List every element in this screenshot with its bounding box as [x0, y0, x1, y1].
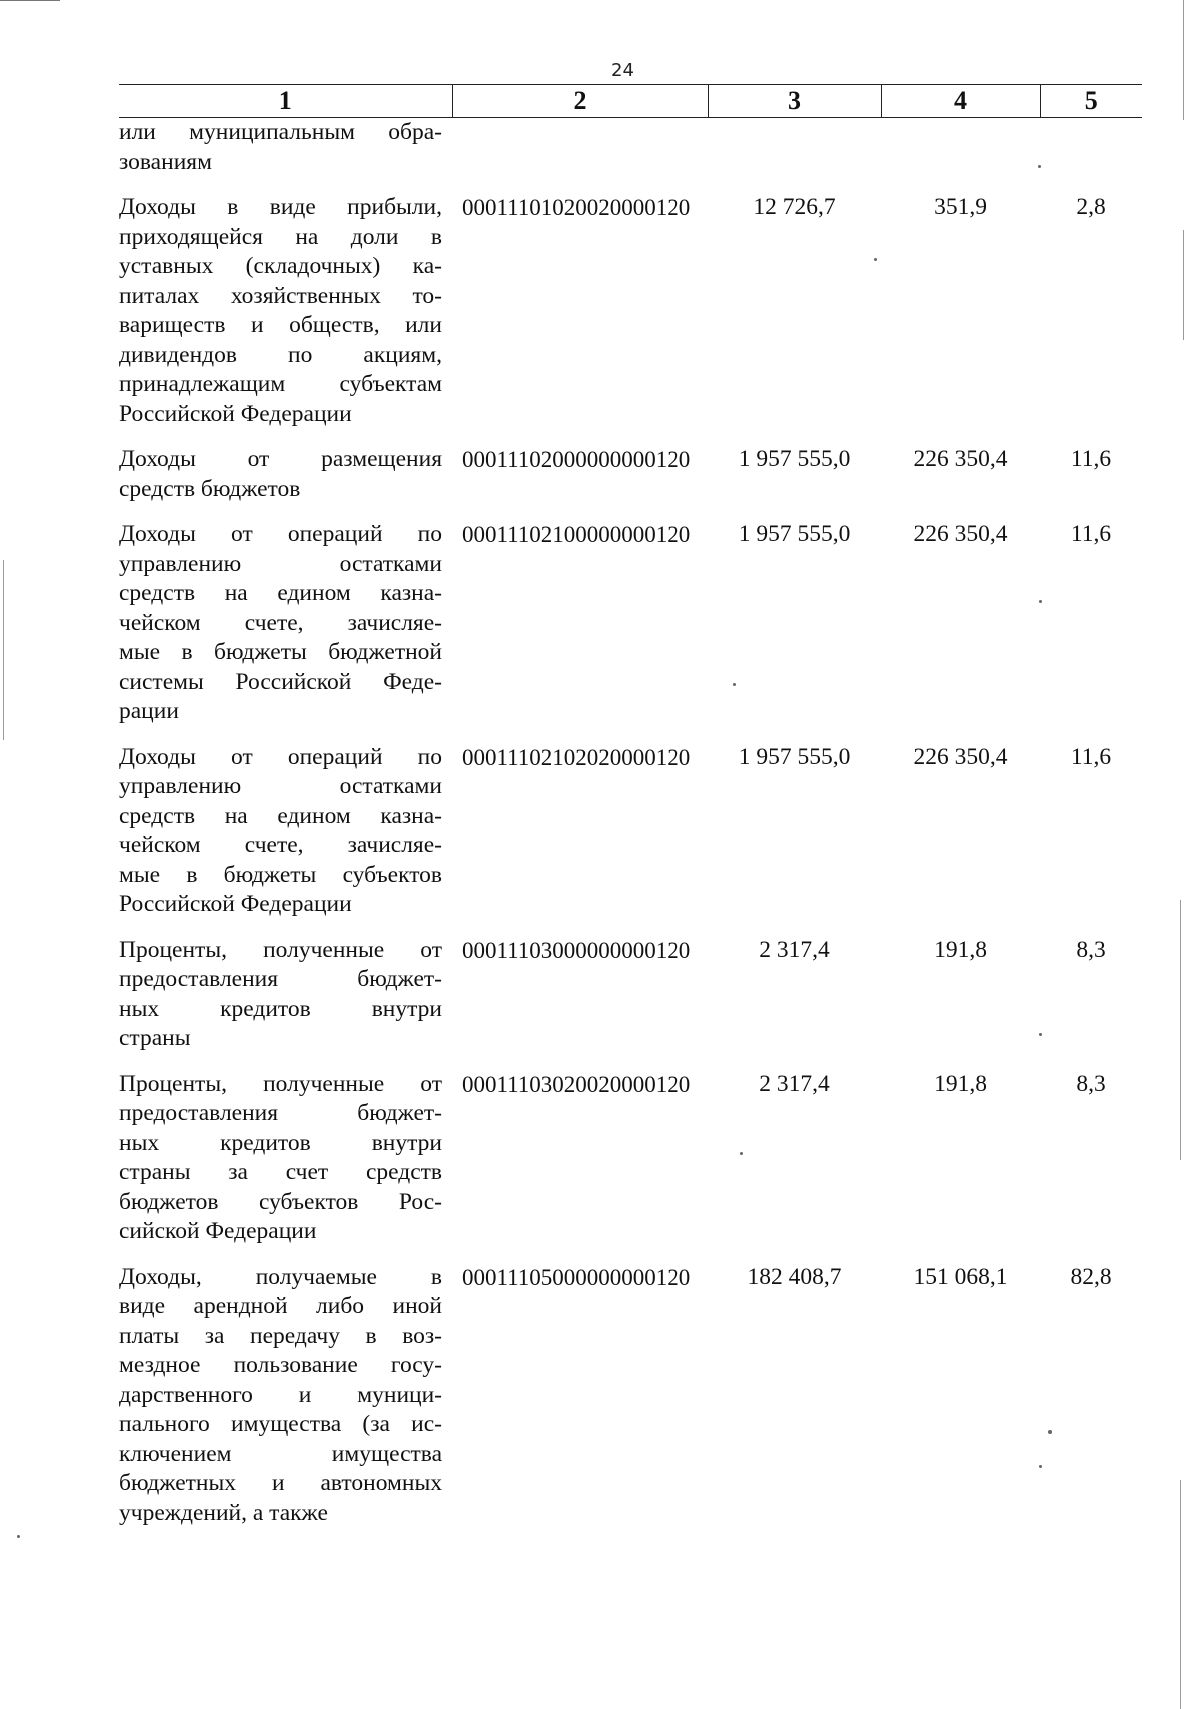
value-column-5: 8,3 [1076, 1070, 1106, 1097]
value-column-5: 8,3 [1076, 936, 1106, 963]
row-name-cell [119, 936, 452, 1054]
column-header-2: 2 [452, 85, 708, 118]
table-row [119, 445, 1142, 504]
row-spacer-cell [452, 1054, 708, 1070]
budget-classification-code: 00011102000000000120 [462, 447, 691, 472]
value-column-4: 351,9 [934, 194, 987, 220]
row-name-line: дивидендов по акциям, [119, 341, 442, 368]
row-spacer-cell [708, 920, 881, 936]
row-name-line: ных кредитов внутри [119, 1129, 442, 1156]
row-spacer-cell [452, 727, 708, 743]
row-name-line: чейском счете, зачисляе- [119, 609, 442, 636]
row-spacer-cell [708, 504, 881, 520]
row-name-cell [119, 118, 452, 178]
revenue-table [119, 84, 1142, 1528]
row-spacer-cell [708, 429, 881, 445]
value-column-5: 82,8 [1070, 1263, 1112, 1290]
row-name-line: платы за передачу в воз- [119, 1322, 442, 1349]
table-body [119, 118, 1142, 1529]
row-name-line: бюджетных и автономных [119, 1470, 442, 1496]
row-name-line: сийской Федерации [119, 1218, 317, 1244]
value-column-5 [1040, 118, 1142, 178]
row-name-line: Российской Федерации [119, 891, 352, 917]
row-spacer [119, 1054, 1142, 1070]
table-row [119, 1070, 1142, 1247]
value-column-3: 2 317,4 [759, 1070, 830, 1097]
table-header-row [119, 85, 1142, 118]
row-spacer-cell [881, 1054, 1040, 1070]
row-name-line: средств бюджетов [119, 475, 301, 502]
row-spacer-cell [1040, 920, 1142, 936]
row-spacer-cell [708, 727, 881, 743]
row-spacer-cell [119, 727, 452, 743]
row-name-line: вариществ и обществ, или [119, 312, 442, 338]
row-name-line: Проценты, полученные от [119, 1070, 442, 1097]
row-spacer-cell [452, 1247, 708, 1263]
value-column-3: 2 317,4 [759, 936, 830, 963]
row-name-line: ных кредитов внутри [119, 995, 442, 1022]
row-name-line: управлению остатками [119, 550, 442, 577]
row-spacer-cell [119, 1054, 452, 1070]
row-name-line: или муниципальным обра- [119, 119, 442, 145]
row-spacer [119, 920, 1142, 936]
row-spacer-cell [881, 429, 1040, 445]
row-name-line: рации [119, 698, 179, 724]
table-row [119, 193, 1142, 429]
row-name-line: учреждений, а также [119, 1499, 328, 1526]
row-spacer-cell [452, 429, 708, 445]
value-column-5: 11,6 [1070, 446, 1112, 472]
row-spacer-cell [881, 1247, 1040, 1263]
row-name-line: Доходы от операций по [119, 743, 442, 770]
row-spacer-cell [881, 504, 1040, 520]
row-spacer-cell [881, 727, 1040, 743]
column-header-3: 3 [708, 85, 881, 118]
row-spacer [119, 727, 1142, 743]
budget-classification-code: 00011103020020000120 [462, 1071, 691, 1097]
value-column-4: 191,8 [934, 936, 987, 963]
row-name-line: ключением имущества [119, 1440, 442, 1467]
row-name-line: Проценты, полученные от [119, 936, 442, 963]
row-name-line: страны за счет средств [119, 1159, 442, 1185]
row-name-cell [119, 1070, 452, 1247]
page-number: 24 [611, 60, 634, 81]
table-row [119, 520, 1142, 727]
scan-speck [17, 1535, 20, 1538]
value-column-5: 2,8 [1076, 194, 1106, 220]
row-spacer [119, 429, 1142, 445]
scan-edge-line [3, 560, 4, 740]
row-name-line: мые в бюджеты бюджетной [119, 639, 442, 665]
row-spacer-cell [1040, 1054, 1142, 1070]
value-column-4: 226 350,4 [913, 446, 1008, 472]
scan-edge-line [1180, 900, 1181, 1160]
row-spacer-cell [119, 920, 452, 936]
row-spacer-cell [881, 177, 1040, 193]
row-name-cell [119, 193, 452, 429]
row-name-cell [119, 445, 452, 504]
row-spacer-cell [119, 504, 452, 520]
row-name-line: питалах хозяйственных то- [119, 282, 442, 309]
row-name-cell [119, 1263, 452, 1529]
table-row [119, 118, 1142, 178]
row-name-line: принадлежащим субъектам [119, 371, 442, 397]
row-name-line: мездное пользование госу- [119, 1352, 442, 1378]
row-spacer-cell [119, 429, 452, 445]
row-name-line: Доходы в виде прибыли, [119, 194, 442, 220]
value-column-4: 191,8 [934, 1070, 987, 1097]
value-column-4: 226 350,4 [913, 743, 1008, 770]
revenue-table-container [119, 84, 1142, 1528]
value-column-3: 1 957 555,0 [738, 446, 851, 472]
row-name-line: средств на едином казна- [119, 802, 442, 829]
row-name-line: мые в бюджеты субъектов [119, 861, 442, 888]
row-name-line: приходящейся на доли в [119, 223, 442, 250]
budget-classification-code: 00011102102020000120 [462, 744, 691, 770]
scan-edge-line [1180, 1480, 1181, 1709]
budget-classification-code: 00011102100000000120 [462, 522, 691, 547]
row-spacer-cell [1040, 727, 1142, 743]
value-column-4 [881, 118, 1040, 178]
row-spacer-cell [452, 504, 708, 520]
row-spacer-cell [1040, 504, 1142, 520]
table-row [119, 936, 1142, 1054]
value-column-3: 1 957 555,0 [738, 521, 851, 547]
row-name-line: предоставления бюджет- [119, 966, 442, 992]
row-name-line: дарственного и муници- [119, 1381, 442, 1408]
row-spacer-cell [1040, 429, 1142, 445]
row-name-line: предоставления бюджет- [119, 1100, 442, 1126]
row-name-line: уставных (складочных) ка- [119, 253, 442, 279]
row-name-line: бюджетов субъектов Рос- [119, 1188, 442, 1215]
row-name-line: средств на едином казна- [119, 580, 442, 606]
row-name-line: страны [119, 1025, 191, 1051]
scan-edge-line [1183, 230, 1184, 340]
row-name-line: чейском счете, зачисляе- [119, 832, 442, 858]
column-header-5: 5 [1040, 85, 1142, 118]
row-name-line: виде арендной либо иной [119, 1293, 442, 1319]
value-column-3: 1 957 555,0 [738, 743, 851, 770]
row-spacer-cell [452, 920, 708, 936]
row-name-cell [119, 743, 452, 920]
row-spacer-cell [1040, 177, 1142, 193]
row-spacer-cell [708, 177, 881, 193]
row-name-line: управлению остатками [119, 773, 442, 799]
value-column-3: 12 726,7 [753, 194, 836, 220]
row-spacer [119, 177, 1142, 193]
row-name-line: пального имущества (за ис- [119, 1411, 442, 1437]
budget-classification-code: 00011103000000000120 [462, 937, 691, 963]
value-column-4: 226 350,4 [913, 521, 1008, 547]
column-header-4: 4 [881, 85, 1040, 118]
row-spacer-cell [708, 1054, 881, 1070]
row-name-line: Доходы от размещения [119, 446, 442, 472]
row-name-line: системы Российской Феде- [119, 668, 442, 695]
row-name-line: Российской Федерации [119, 400, 352, 427]
value-column-3 [708, 118, 881, 178]
row-spacer-cell [452, 177, 708, 193]
row-spacer-cell [119, 177, 452, 193]
row-spacer [119, 1247, 1142, 1263]
row-spacer-cell [1040, 1247, 1142, 1263]
row-name-line: Доходы, получаемые в [119, 1263, 442, 1290]
scan-edge-mark [0, 0, 60, 1]
row-name-cell [119, 520, 452, 727]
row-spacer-cell [119, 1247, 452, 1263]
row-spacer [119, 504, 1142, 520]
table-row [119, 1263, 1142, 1529]
row-name-line: Доходы от операций по [119, 521, 442, 547]
budget-classification-code: 00011105000000000120 [462, 1264, 691, 1290]
value-column-4: 151 068,1 [913, 1263, 1008, 1290]
value-column-5: 11,6 [1070, 521, 1112, 547]
budget-classification-code [452, 118, 708, 178]
value-column-3: 182 408,7 [747, 1263, 842, 1290]
row-spacer-cell [881, 920, 1040, 936]
table-row [119, 743, 1142, 920]
row-name-line: зованиям [119, 148, 212, 175]
budget-classification-code: 00011101020020000120 [462, 195, 691, 220]
column-header-1: 1 [119, 85, 452, 118]
value-column-5: 11,6 [1070, 743, 1112, 770]
row-spacer-cell [708, 1247, 881, 1263]
